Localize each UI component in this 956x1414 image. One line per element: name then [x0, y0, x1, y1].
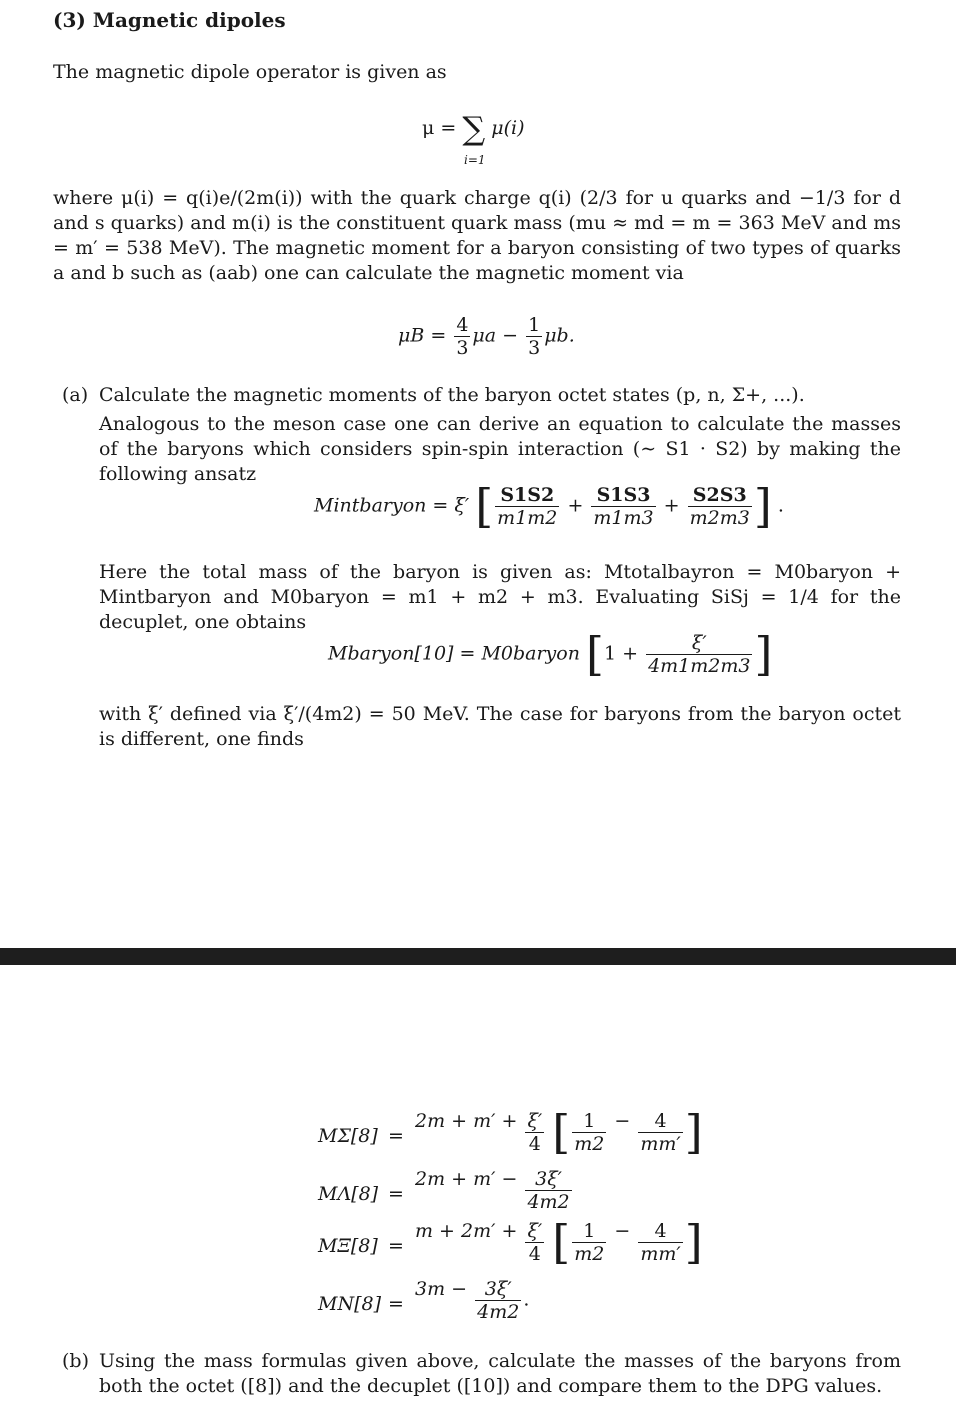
part-b-question: Using the mass formulas given above, calculate the masses of the baryons from both the octet ([8]) and the decuplet ([10]) and compare them to the DPG values. [99, 1350, 901, 1397]
sum-symbol: ∑ [462, 109, 486, 148]
eq-muB-term-a: μa − [472, 324, 519, 347]
octet-rhs: m + 2m′ + $\frac{\xi'}{4}$ [ $\frac{1}{m2}$ − $\frac{4}{mm'}$ ] [415, 1215, 703, 1269]
octet-rhs: 2m + m′ − $\frac{3\xi'}{4m2}$ [415, 1167, 570, 1213]
octet-lhs: MΣ[8] [318, 1125, 378, 1147]
part-a-label: (a) [62, 384, 89, 406]
eq-mu-lhs: μ = [422, 117, 457, 139]
octet-rhs: 2m + m′ + $\frac{\xi'}{4}$ [ $\frac{1}{m2}$ − $\frac{4}{mm'}$ ] [415, 1105, 703, 1159]
eq-dec-one: 1 + [603, 642, 639, 665]
separator-bar [0, 948, 956, 965]
fraction-s1s2: $\frac{S1S2}{m1m2}$ [497, 484, 558, 529]
equals-sign: = [388, 1293, 404, 1315]
equation-mass-interaction [314, 479, 784, 533]
part-b-label: (b) [62, 1350, 89, 1372]
plus-sign: + [567, 494, 584, 517]
fraction-xi-4m1m2m3: $\frac{\xi'}{4m1m2m3}$ [648, 632, 751, 677]
octet-lhs: MΛ[8] [318, 1183, 379, 1205]
equals-sign: = [388, 1183, 404, 1205]
eq-int-end: . [777, 494, 784, 517]
eq-int-lhs: Mintbaryon = ξ′ [314, 494, 470, 517]
equals-sign: = [388, 1235, 404, 1257]
equation-mu-sum [422, 109, 525, 148]
analogy-paragraph: Analogous to the meson case one can derive an equation to calculate the masses of the baryons which considers spin-spin interaction (∼ S1 · S2) by making the following ansatz [99, 413, 901, 485]
sum-index: i=1 [464, 153, 486, 167]
eq-muB-term-b: μb. [544, 324, 575, 347]
section-title: (3) Magnetic dipoles [53, 8, 286, 32]
equation-decuplet-mass [328, 627, 773, 681]
part-a-question: Calculate the magnetic moments of the baryon octet states (p, n, Σ+, ...). [99, 384, 805, 406]
with-xi-paragraph: with ξ′ defined via ξ′/(4m2) = 50 MeV. The case for baryons from the baryon octet is different, one finds [99, 703, 901, 750]
eq-mu-term: μ(i) [491, 117, 525, 139]
fraction-s2s3: $\frac{S2S3}{m2m3}$ [689, 484, 750, 529]
intro-paragraph: The magnetic dipole operator is given as [53, 61, 447, 83]
plus-sign: + [663, 494, 680, 517]
where-paragraph: where μ(i) = q(i)e/(2m(i)) with the quark charge q(i) (2/3 for u quarks and −1/3 for d and s quarks) and m(i) is the constituent quark mass (mu ≈ md = m = 363 MeV and ms = m′ = 538 MeV). The magnetic moment for a baryon consisting of two types of quarks a and b such as (aab) one can calculate the magnetic moment via [53, 187, 901, 284]
left-bracket: [ [475, 479, 494, 533]
eq-muB-lhs: μB = [398, 324, 447, 347]
fraction-s1s3: $\frac{S1S3}{m1m3}$ [593, 484, 654, 529]
eq-dec-lhs: Mbaryon[10] = M0baryon [328, 642, 580, 665]
right-bracket: ] [754, 627, 773, 681]
total-mass-paragraph: Here the total mass of the baryon is given as: Mtotalbayron = M0baryon + Mintbaryon and M0baryon = m1 + m2 + m3. Evaluating SiSj = 1/4 for the decuplet, one obtains [99, 561, 901, 633]
octet-lhs: MΞ[8] [318, 1235, 378, 1257]
octet-lhs: MN[8] [318, 1293, 381, 1315]
octet-rhs: 3m − $\frac{3\xi'}{4m2}$ . [415, 1277, 530, 1323]
equals-sign: = [388, 1125, 404, 1147]
fraction-1-3: $\frac{1}{3}$ [528, 314, 541, 359]
right-bracket: ] [753, 479, 772, 533]
fraction-4-3: $\frac{4}{3}$ [456, 314, 469, 359]
equation-muB [398, 314, 575, 359]
left-bracket: [ [586, 627, 604, 681]
